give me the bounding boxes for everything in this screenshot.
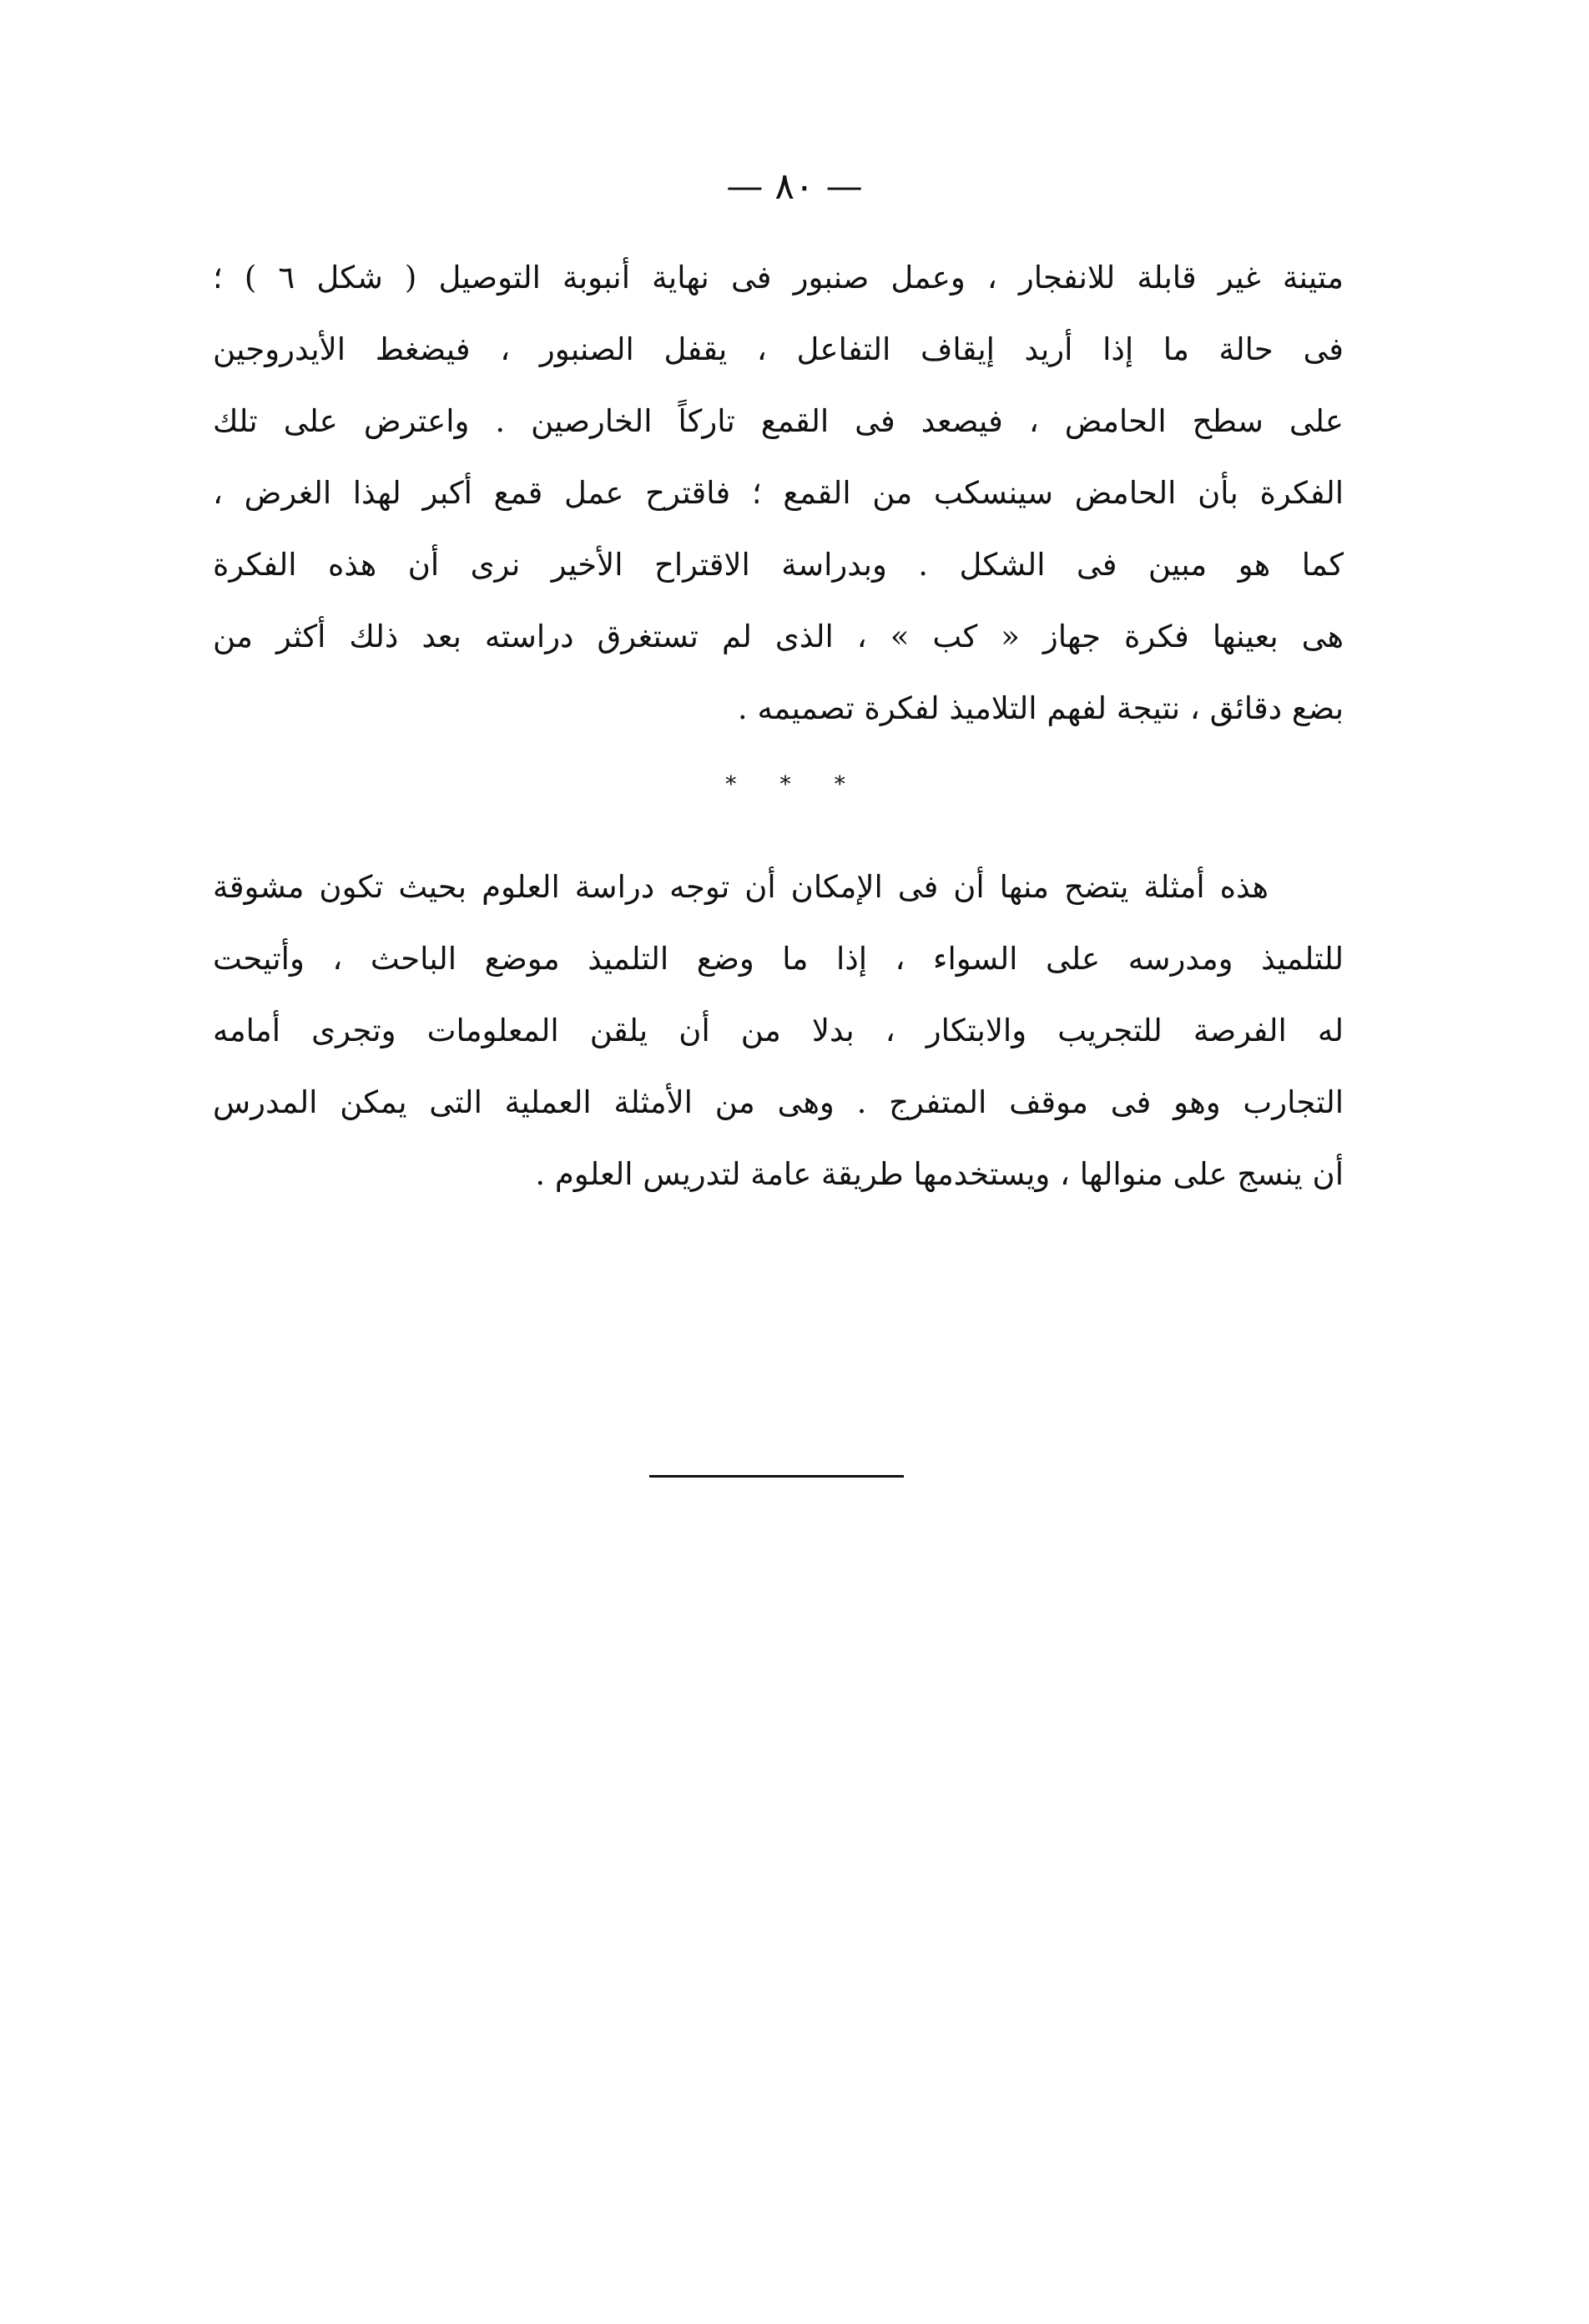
paragraph-1 [213,242,1344,745]
paragraph-line: بضع دقائق ، نتيجة لفهم التلاميذ لفكرة تصميمه . [737,690,1344,726]
paragraph-line: فى حالة ما إذا أريد إيقاف التفاعل ، يقفل الصنبور ، فيضغط الأيدروجين [213,331,1344,367]
paragraph-line: هى بعينها فكرة جهاز « كب » ، الذى لم تستغرق دراسته بعد ذلك أكثر من [213,619,1344,654]
paragraph-line: أن ينسج على منوالها ، ويستخدمها طريقة عامة لتدريس العلوم . [535,1156,1344,1192]
paragraph-2 [213,851,1344,1210]
paragraph-line: على سطح الحامض ، فيصعد فى القمع تاركاً الخارصين . واعترض على تلك [213,403,1344,439]
section-separator: * * * [725,772,864,797]
paragraph-line: له الفرصة للتجريب والابتكار ، بدلا من أن يلقن المعلومات وتجرى أمامه [213,1013,1344,1048]
paragraph-line: هذه أمثلة يتضح منها أن فى الإمكان أن توجه دراسة العلوم بحيث تكون مشوقة [213,869,1269,905]
paragraph-line: متينة غير قابلة للانفجار ، وعمل صنبور فى نهاية أنبوبة التوصيل ( شكل ٦ ) ؛ [213,260,1344,296]
paragraph-line: الفكرة بأن الحامض سينسكب من القمع ؛ فاقترح عمل قمع أكبر لهذا الغرض ، [213,475,1344,511]
paragraph-line: التجارب وهو فى موقف المتفرج . وهى من الأمثلة العملية التى يمكن المدرس [213,1084,1344,1120]
page-number: — ٨٠ — [726,165,863,208]
paragraph-line: للتلميذ ومدرسه على السواء ، إذا ما وضع التلميذ موضع الباحث ، وأتيحت [213,941,1344,977]
end-of-chapter-rule [649,1475,904,1478]
paragraph-line: كما هو مبين فى الشكل . وبدراسة الاقتراح الأخير نرى أن هذه الفكرة [213,547,1344,583]
